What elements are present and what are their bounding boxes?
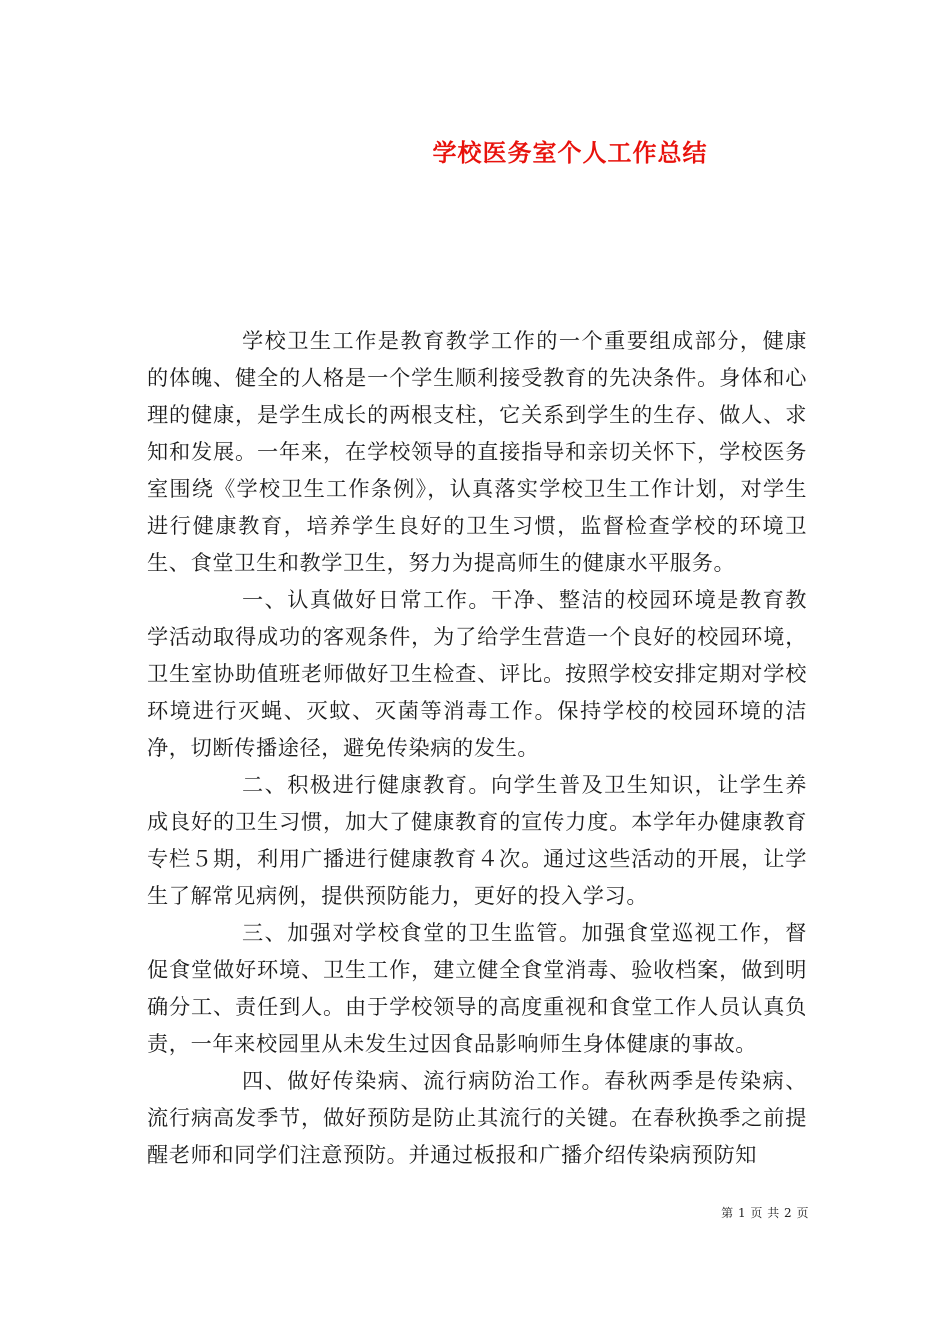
document-title: 学校医务室个人工作总结 (432, 138, 708, 167)
paragraph-section-3: 三、加强对学校食堂的卫生监管。加强食堂巡视工作，督促食堂做好环境、卫生工作，建立健全食堂消毒、验收档案，做到明确分工、责任到人。由于学校领导的高度重视和食堂工作人员认真负责，一年来校园里从未发生过因食品影响师生身体健康的事故。 (147, 920, 807, 1056)
paragraph-section-1: 一、认真做好日常工作。干净、整洁的校园环境是教育教学活动取得成功的客观条件，为了给学生营造一个良好的校园环境，卫生室协助值班老师做好卫生检查、评比。按照学校安排定期对学校环境进行灭蝇、灭蚊、灭菌等消毒工作。保持学校的校园环境的洁净，切断传播途径，避免传染病的发生。 (147, 587, 807, 760)
page-number-footer: 第 1 页 共 2 页 (721, 1206, 809, 1220)
paragraph-section-2: 二、积极进行健康教育。向学生普及卫生知识，让学生养成良好的卫生习惯，加大了健康教育的宣传力度。本学年办健康教育专栏５期，利用广播进行健康教育４次。通过这些活动的开展，让学生了解常见病例，提供预防能力，更好的投入学习。 (147, 772, 807, 908)
document-body (147, 322, 807, 1173)
paragraph-section-4: 四、做好传染病、流行病防治工作。春秋两季是传染病、流行病高发季节，做好预防是防止其流行的关键。在春秋换季之前提醒老师和同学们注意预防。并通过板报和广播介绍传染病预防知 (147, 1068, 807, 1167)
paragraph-intro: 学校卫生工作是教育教学工作的一个重要组成部分，健康的体魄、健全的人格是一个学生顺利接受教育的先决条件。身体和心理的健康，是学生成长的两根支柱，它关系到学生的生存、做人、求知和发展。一年来，在学校领导的直接指导和亲切关怀下，学校医务室围绕《学校卫生工作条例》，认真落实学校卫生工作计划，对学生进行健康教育，培养学生良好的卫生习惯，监督检查学校的环境卫生、食堂卫生和教学卫生，努力为提高师生的健康水平服务。 (147, 328, 807, 575)
